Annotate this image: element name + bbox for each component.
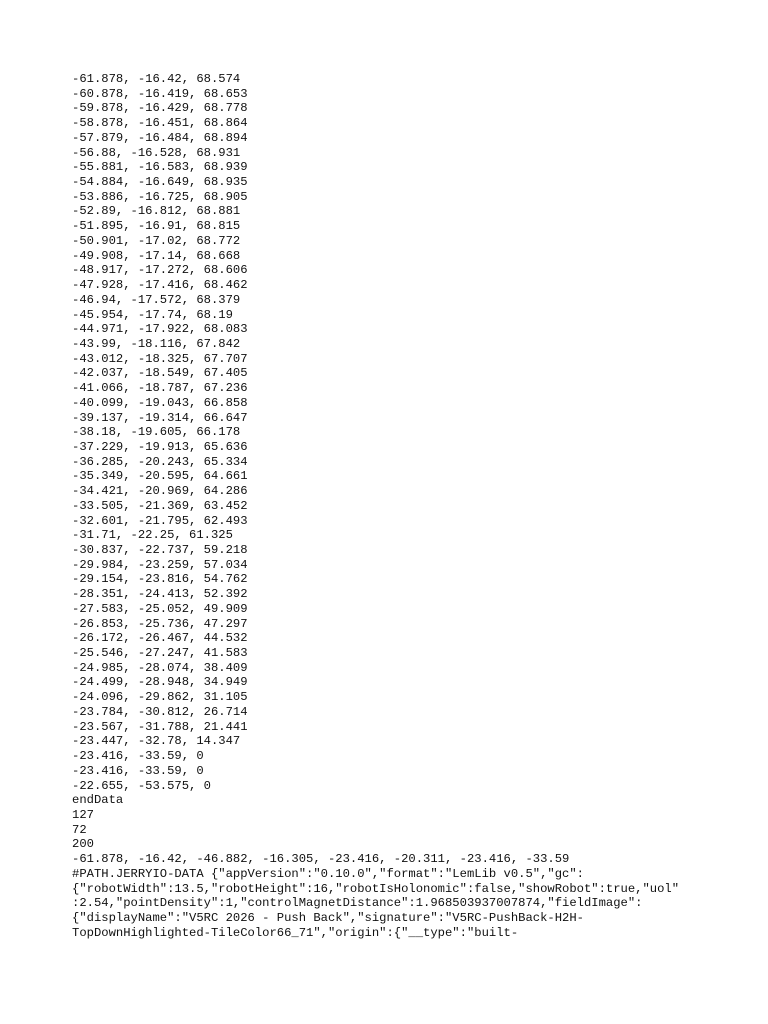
path-data-line: {"displayName":"V5RC 2026 - Push Back","signature":"V5RC-PushBack-H2H-	[72, 910, 584, 925]
data-point-line: -31.71, -22.25, 61.325	[72, 528, 233, 543]
data-point-line: -32.601, -21.795, 62.493	[72, 513, 248, 528]
data-point-line: -50.901, -17.02, 68.772	[72, 233, 241, 248]
data-point-line: -29.984, -23.259, 57.034	[72, 557, 248, 572]
data-point-line: -24.096, -29.862, 31.105	[72, 690, 248, 705]
data-point-line: -35.349, -20.595, 64.661	[72, 469, 248, 484]
data-point-line: -28.351, -24.413, 52.392	[72, 587, 248, 602]
data-point-line: -27.583, -25.052, 49.909	[72, 601, 248, 616]
path-data-line: #PATH.JERRYIO-DATA {"appVersion":"0.10.0","format":"LemLib v0.5","gc":	[72, 866, 584, 881]
path-data-line: TopDownHighlighted-TileColor66_71","origin":{"__type":"built-	[72, 925, 519, 940]
data-point-line: -49.908, -17.14, 68.668	[72, 248, 241, 263]
data-point-line: -34.421, -20.969, 64.286	[72, 484, 248, 499]
data-point-line: -41.066, -18.787, 67.236	[72, 381, 248, 396]
data-point-line: -40.099, -19.043, 66.858	[72, 395, 248, 410]
data-point-line: -23.416, -33.59, 0	[72, 763, 204, 778]
path-data-line: :2.54,"pointDensity":1,"controlMagnetDistance":1.968503937007874,"fieldImage":	[72, 896, 643, 911]
data-point-line: -42.037, -18.549, 67.405	[72, 366, 248, 381]
meta-value-2: 72	[72, 822, 87, 837]
data-point-line: -59.878, -16.429, 68.778	[72, 101, 248, 116]
data-point-line: -47.928, -17.416, 68.462	[72, 278, 248, 293]
path-file-text	[72, 72, 712, 940]
data-point-line: -39.137, -19.314, 66.647	[72, 410, 248, 425]
path-data-line: {"robotWidth":13.5,"robotHeight":16,"robotIsHolonomic":false,"showRobot":true,"uol"	[72, 881, 680, 896]
data-point-line: -24.985, -28.074, 38.409	[72, 660, 248, 675]
data-point-line: -52.89, -16.812, 68.881	[72, 204, 241, 219]
data-point-line: -26.853, -25.736, 47.297	[72, 616, 248, 631]
data-point-line: -22.655, -53.575, 0	[72, 778, 211, 793]
path-data-points	[72, 72, 712, 793]
data-point-line: -37.229, -19.913, 65.636	[72, 439, 248, 454]
data-point-line: -23.784, -30.812, 26.714	[72, 704, 248, 719]
data-point-line: -61.878, -16.42, 68.574	[72, 72, 241, 86]
data-point-line: -57.879, -16.484, 68.894	[72, 130, 248, 145]
data-point-line: -45.954, -17.74, 68.19	[72, 307, 233, 322]
data-point-line: -58.878, -16.451, 68.864	[72, 116, 248, 131]
data-point-line: -25.546, -27.247, 41.583	[72, 646, 248, 661]
data-point-line: -30.837, -22.737, 59.218	[72, 543, 248, 557]
data-point-line: -54.884, -16.649, 68.935	[72, 175, 248, 190]
data-point-line: -53.886, -16.725, 68.905	[72, 189, 248, 204]
meta-value-1: 127	[72, 807, 94, 822]
data-point-line: -46.94, -17.572, 68.379	[72, 292, 241, 307]
jerryio-path-data	[72, 867, 712, 941]
data-point-line: -60.878, -16.419, 68.653	[72, 86, 248, 101]
data-point-line: -33.505, -21.369, 63.452	[72, 498, 248, 513]
data-point-line: -36.285, -20.243, 65.334	[72, 454, 248, 469]
data-point-line: -23.447, -32.78, 14.347	[72, 734, 241, 749]
end-data-marker: endData	[72, 793, 124, 808]
control-points-line: -61.878, -16.42, -46.882, -16.305, -23.416, -20.311, -23.416, -33.59	[72, 852, 570, 867]
data-point-line: -43.012, -18.325, 67.707	[72, 351, 248, 366]
data-point-line: -48.917, -17.272, 68.606	[72, 263, 248, 278]
data-point-line: -24.499, -28.948, 34.949	[72, 675, 248, 690]
data-point-line: -26.172, -26.467, 44.532	[72, 631, 248, 646]
data-point-line: -23.567, -31.788, 21.441	[72, 719, 248, 734]
data-point-line: -56.88, -16.528, 68.931	[72, 145, 241, 160]
data-point-line: -23.416, -33.59, 0	[72, 749, 204, 764]
data-point-line: -44.971, -17.922, 68.083	[72, 322, 248, 337]
data-point-line: -38.18, -19.605, 66.178	[72, 425, 241, 440]
data-point-line: -51.895, -16.91, 68.815	[72, 219, 241, 234]
data-point-line: -29.154, -23.816, 54.762	[72, 572, 248, 587]
data-point-line: -55.881, -16.583, 68.939	[72, 160, 248, 175]
meta-value-3: 200	[72, 837, 94, 852]
data-point-line: -43.99, -18.116, 67.842	[72, 336, 241, 351]
